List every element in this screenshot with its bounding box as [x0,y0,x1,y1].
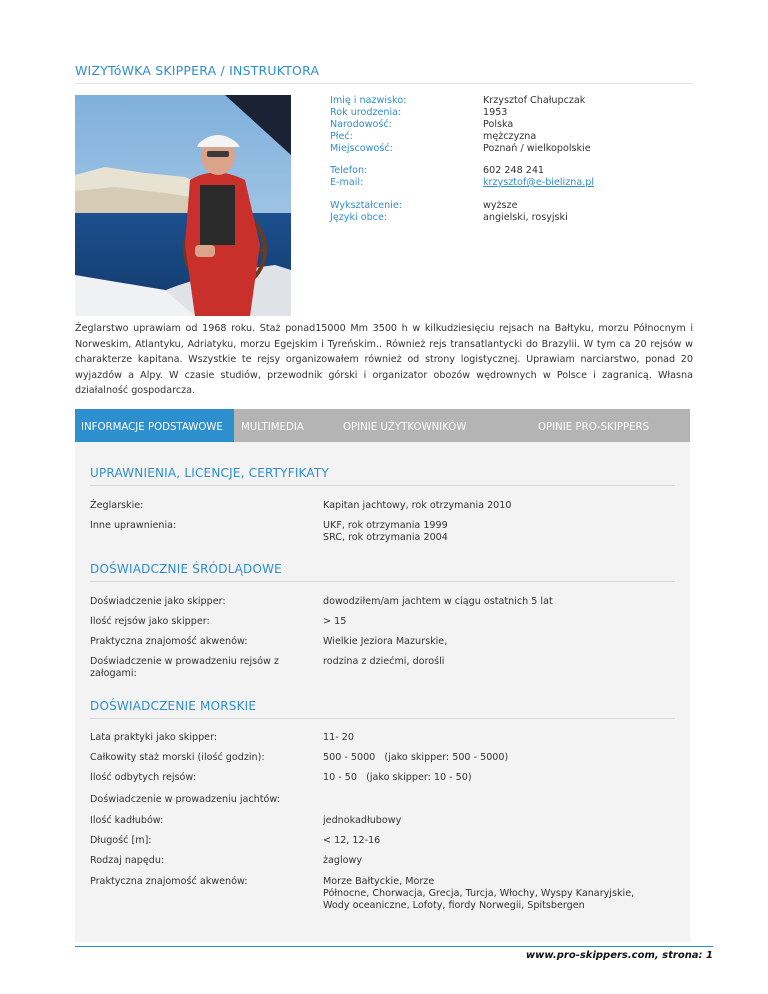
row-label: Doświadczenie w prowadzeniu rejsów z załogami: [90,656,279,679]
row-value: > 15 [323,616,347,627]
value-phone: 602 248 241 [483,165,545,176]
label-city: Miejscowość: [330,143,393,154]
footer-divider [75,946,713,947]
section-divider [90,581,675,582]
row-value: Wielkie Jeziora Mazurskie, [323,636,448,647]
label-name: Imię i nazwisko: [330,95,407,106]
page-footer: www.pro-skippers.com, strona: 1 [525,950,713,961]
page-title: WIZYTóWKA SKIPPERA / INSTRUKTORA [75,63,320,78]
title-divider [75,83,693,84]
section-divider [90,718,675,719]
row-label: Ilość odbytych rejsów: [90,772,196,783]
section-title-sea: DOŚWIADCZENIE MORSKIE [90,699,257,713]
row-label: Ilość kadłubów: [90,815,164,826]
skipper-photo [75,95,291,316]
row-value: < 12, 12-16 [323,835,381,846]
label-languages: Języki obce: [330,212,388,223]
section-title-inland: DOŚWIADCZNIE ŚRÓDLĄDOWE [90,562,282,576]
tab-multimedia[interactable]: MULTIMEDIA [241,422,304,433]
row-label: Inne uprawnienia: [90,520,177,531]
value-gender: mężczyzna [483,131,537,142]
row-label: Doświadczenie jako skipper: [90,596,226,607]
label-gender: Płeć: [330,131,353,142]
row-value: 11- 20 [323,732,354,743]
info-panel [75,442,690,942]
row-label: Praktyczna znajomość akwenów: [90,636,248,647]
row-value: żaglowy [323,855,363,866]
label-nationality: Narodowość: [330,119,392,130]
value-name: Krzysztof Chałupczak [483,95,586,106]
row-value: jednokadłubowy [323,815,402,826]
row-label: Lata praktyki jako skipper: [90,732,218,743]
value-city: Poznań / wielkopolskie [483,143,591,154]
tab-pro-skippers-reviews[interactable]: OPINIE PRO-SKIPPERS [538,422,650,433]
bio-paragraph: Żeglarstwo uprawiam od 1968 roku. Staż ponad15000 Mm 3500 h w kilkudziesięciu rejsach na Bałtyku, morzu Północnym i Norweskim, Atlantyku, Adriatyku, morzu Egejskim i Tyreńskim.. Również rejs transatlantycki do Brazylii. W tym ca 20 rejsów w charakterze kapitana. Wszystkie te rejsy organizowałem również od strony logistycznej. Uprawiam narciarstwo, ponad 20 wyjazdów a Alpy. W czasie studiów, przewodnik górski i organizator obozów wędrownych w Polsce i zagranicą. Własna działalność gospodarcza. [75,323,693,396]
tab-user-reviews[interactable]: OPINIE UŻYTKOWNIKÓW [343,422,467,433]
row-label: Długość [m]: [90,835,152,846]
row-value: rodzina z dziećmi, dorośli [323,656,445,667]
label-birth-year: Rok urodzenia: [330,107,402,118]
label-education: Wykształcenie: [330,200,403,211]
value-languages: angielski, rosyjski [483,212,568,223]
row-value: Morze Bałtyckie, Morze [323,876,435,887]
row-value: Kapitan jachtowy, rok otrzymania 2010 [323,500,512,511]
row-value: 500 - 5000 (jako skipper: 500 - 5000) [323,752,509,763]
row-value-line2: Północne, Chorwacja, Grecja, Turcja, Włochy, Wyspy Kanaryjskie, Wody oceaniczne, Lofoty, fiordy Norwegii, Spitsbergen [323,888,635,911]
row-label: Praktyczna znajomość akwenów: [90,876,248,887]
value-nationality: Polska [483,119,514,130]
row-value-line2: SRC, rok otrzymania 2004 [323,532,448,543]
label-phone: Telefon: [330,165,368,176]
tab-basic-info[interactable]: INFORMACJE PODSTAWOWE [75,409,234,442]
label-email: E-mail: [330,177,364,188]
row-label: Doświadczenie w prowadzeniu jachtów: [90,794,280,805]
row-label: Ilość rejsów jako skipper: [90,616,210,627]
section-title-licenses: UPRAWNIENIA, LICENCJE, CERTYFIKATY [90,466,329,480]
tab-bar [75,409,690,442]
section-divider [90,485,675,486]
row-label: Żeglarskie: [90,500,144,511]
value-education: wyższe [483,200,518,211]
row-value: UKF, rok otrzymania 1999 [323,520,448,531]
email-link[interactable]: krzysztof@e-bielizna.pl [483,177,595,188]
row-label: Całkowity staż morski (ilość godzin): [90,752,265,763]
row-value: 10 - 50 (jako skipper: 10 - 50) [323,772,472,783]
row-value: dowodziłem/am jachtem w ciągu ostatnich 5 lat [323,596,553,607]
row-label: Rodzaj napędu: [90,855,165,866]
value-birth-year: 1953 [483,107,508,118]
